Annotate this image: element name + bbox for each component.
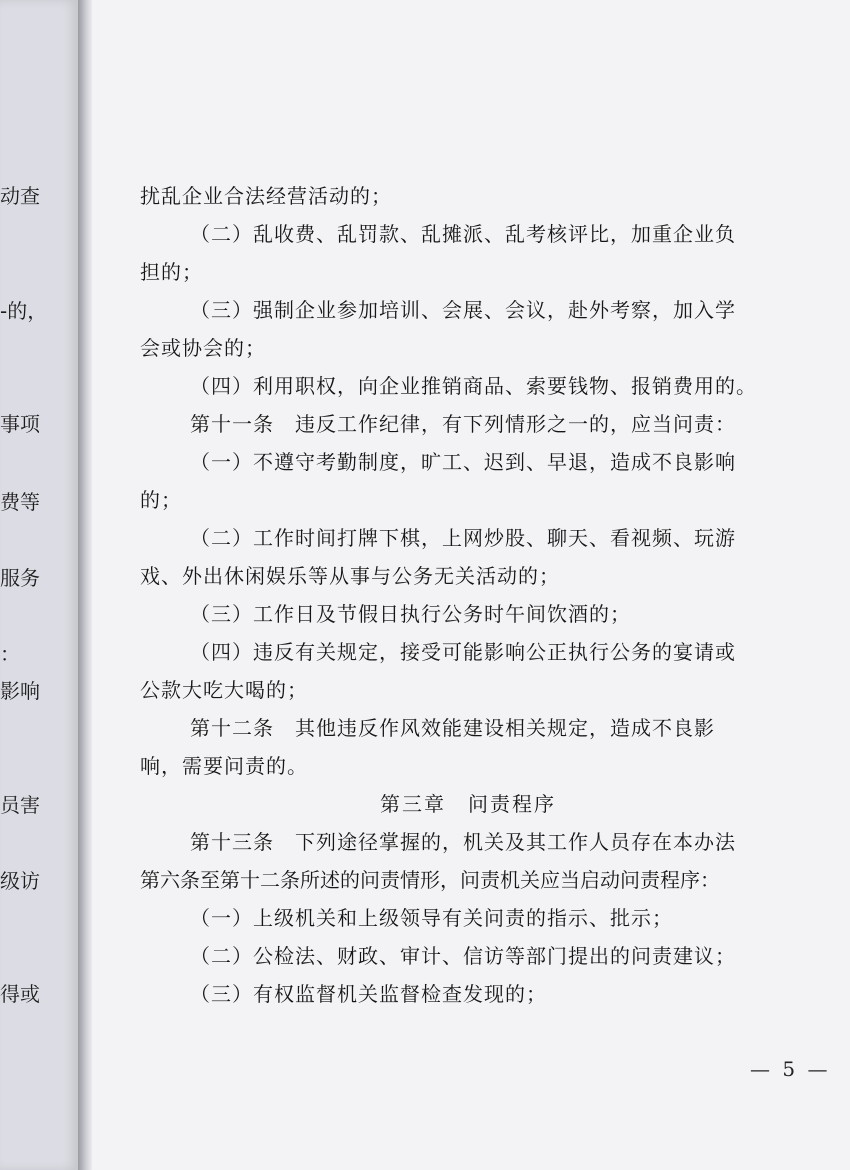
body-line: （一）上级机关和上级领导有关问责的指示、批示； [190,906,673,930]
left-facing-page [0,0,78,1170]
body-line: （二）公检法、财政、审计、信访等部门提出的问责建议； [190,944,736,968]
body-line: 的； [140,488,182,512]
left-page-fragment: 得或 [0,982,40,1006]
body-line: 公款大吃大喝的； [140,678,308,702]
left-page-fragment: 动查 [0,184,40,208]
body-line: 响，需要问责的。 [140,754,308,778]
left-page-fragment: 服务 [0,566,40,590]
body-line: （三）强制企业参加培训、会展、会议，赴外考察，加入学 [190,298,736,322]
body-line: 扰乱企业合法经营活动的； [140,184,392,208]
body-line: 会或协会的； [140,336,266,360]
left-page-fragment: 员害 [0,793,40,817]
left-page-fragment: 费等 [0,490,40,514]
body-line: （二）工作时间打牌下棋，上网炒股、聊天、看视频、玩游 [190,526,736,550]
left-page-fragment: ： [0,642,20,666]
body-line: 戏、外出休闲娱乐等从事与公务无关活动的； [140,564,560,588]
article-heading-line: 第十三条 下列途径掌握的，机关及其工作人员存在本办法 [190,830,736,854]
article-heading-line: 第十二条 其他违反作风效能建设相关规定，造成不良影 [190,716,715,740]
body-line: 担的； [140,260,203,284]
left-page-fragment: 影响 [0,679,40,703]
body-line: （四）违反有关规定，接受可能影响公正执行公务的宴请或 [190,640,736,664]
left-page-fragment: -的， [0,299,48,323]
book-gutter [78,0,92,1170]
body-line: （三）有权监督机关监督检查发现的； [190,982,547,1006]
left-page-fragment: 事项 [0,412,40,436]
body-line: （二）乱收费、乱罚款、乱摊派、乱考核评比，加重企业负 [190,222,736,246]
body-line: （四）利用职权，向企业推销商品、索要钱物、报销费用的。 [190,374,757,398]
left-page-fragment: 级访 [0,869,40,893]
body-line: （一）不遵守考勤制度，旷工、迟到、早退，造成不良影响 [190,450,736,474]
article-heading-line: 第十一条 违反工作纪律，有下列情形之一的，应当问责： [190,412,736,436]
body-line: 第六条至第十二条所述的问责情形，问责机关应当启动问责程序： [140,868,720,892]
body-line: （三）工作日及节假日执行公务时午间饮酒的； [190,602,631,626]
document-page [92,0,850,1170]
page-number: — 5 — [750,1057,831,1081]
chapter-title: 第三章 问责程序 [380,792,556,816]
